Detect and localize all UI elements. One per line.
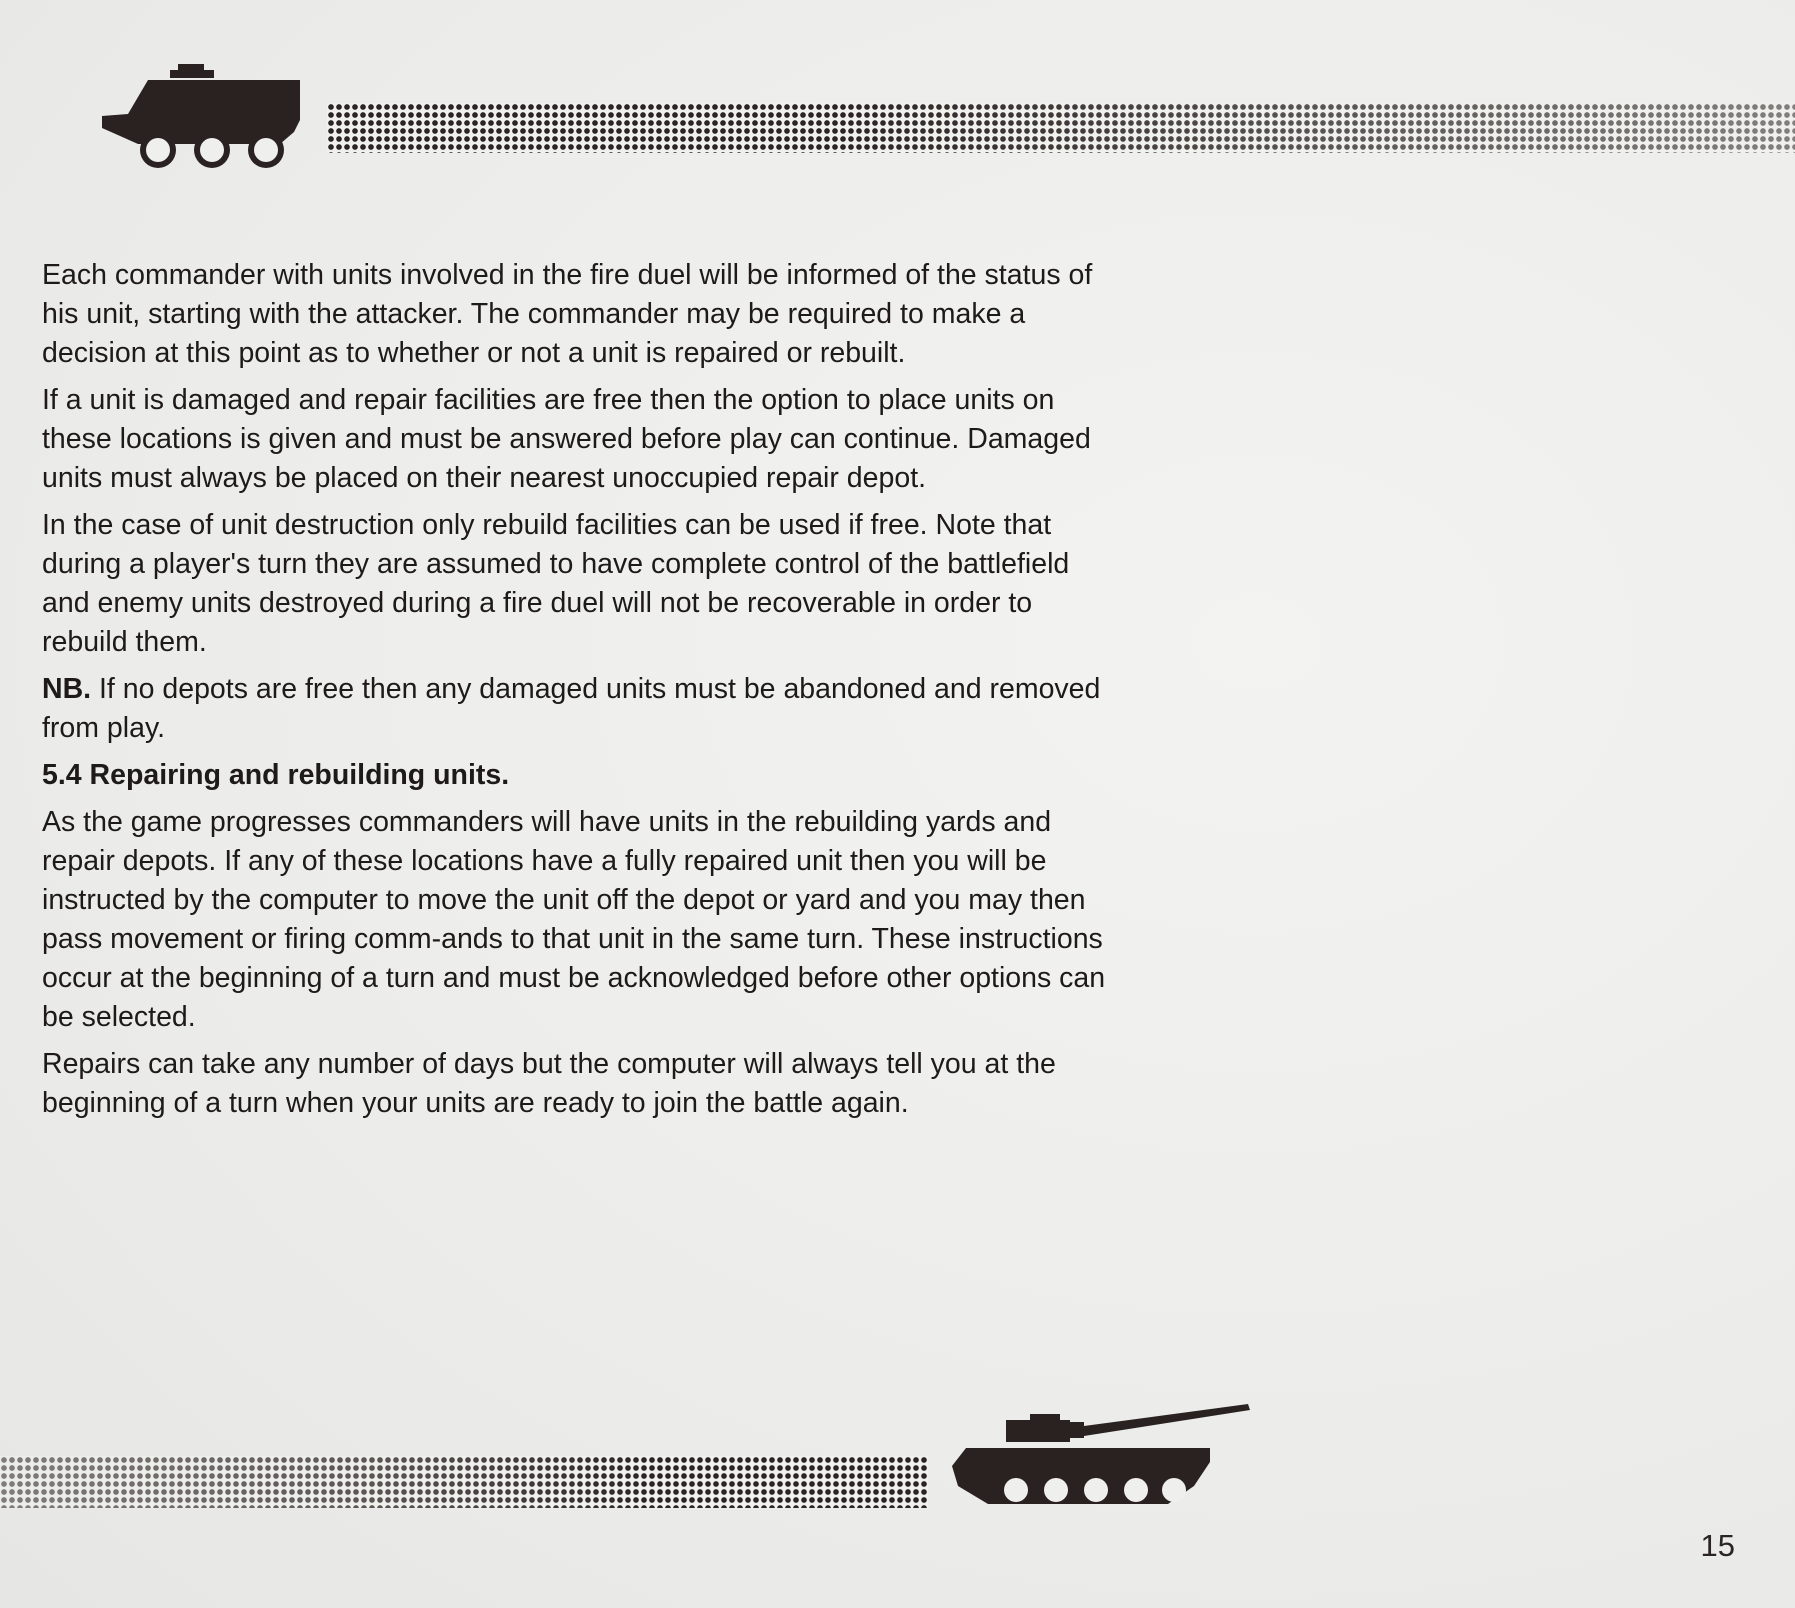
paragraph: Each commander with units involved in the fire duel will be informed of the status of his unit, starting with the attacker. The commander may be required to make a decision at this point as to whether or not a unit is repaired or rebuilt. <box>42 259 1093 369</box>
paragraph: In the case of unit destruction only rebuild facilities can be used if free. Note that during a player's turn they are assumed to have complete control of the battlefield and enemy units destroyed during a fire duel will not be recoverable in order to rebuild them. <box>42 509 1070 658</box>
nb-text: If no depots are free then any damaged units must be abandoned and removed from play. <box>42 673 1101 744</box>
halftone-band-top <box>327 103 1795 153</box>
tank-icon <box>948 1404 1252 1516</box>
nb-paragraph <box>42 670 1122 748</box>
body-text <box>42 256 1122 1131</box>
page-number: 15 <box>1700 1528 1735 1563</box>
section-heading: 5.4 Repairing and rebuilding units. <box>42 759 510 791</box>
halftone-band-bottom <box>0 1456 928 1508</box>
nb-label: NB. <box>42 673 92 705</box>
paragraph: If a unit is damaged and repair facilities are free then the option to place units on these locations is given and must be answered before play can continue. Damaged units must always be placed on their nearest unoccupied repair depot. <box>42 384 1091 494</box>
paragraph: Repairs can take any number of days but the computer will always tell you at the beginning of a turn when your units are ready to join the battle again. <box>42 1048 1056 1119</box>
paragraph: As the game progresses commanders will have units in the rebuilding yards and repair depots. If any of these locations have a fully repaired unit then you will be instructed by the computer to move the unit off the depot or yard and you may then pass movement or firing comm-ands to that unit in the same turn. These instructions occur at the beginning of a turn and must be acknowledged before other options can be selected. <box>42 806 1106 1033</box>
armored-personnel-carrier-icon <box>98 62 304 172</box>
